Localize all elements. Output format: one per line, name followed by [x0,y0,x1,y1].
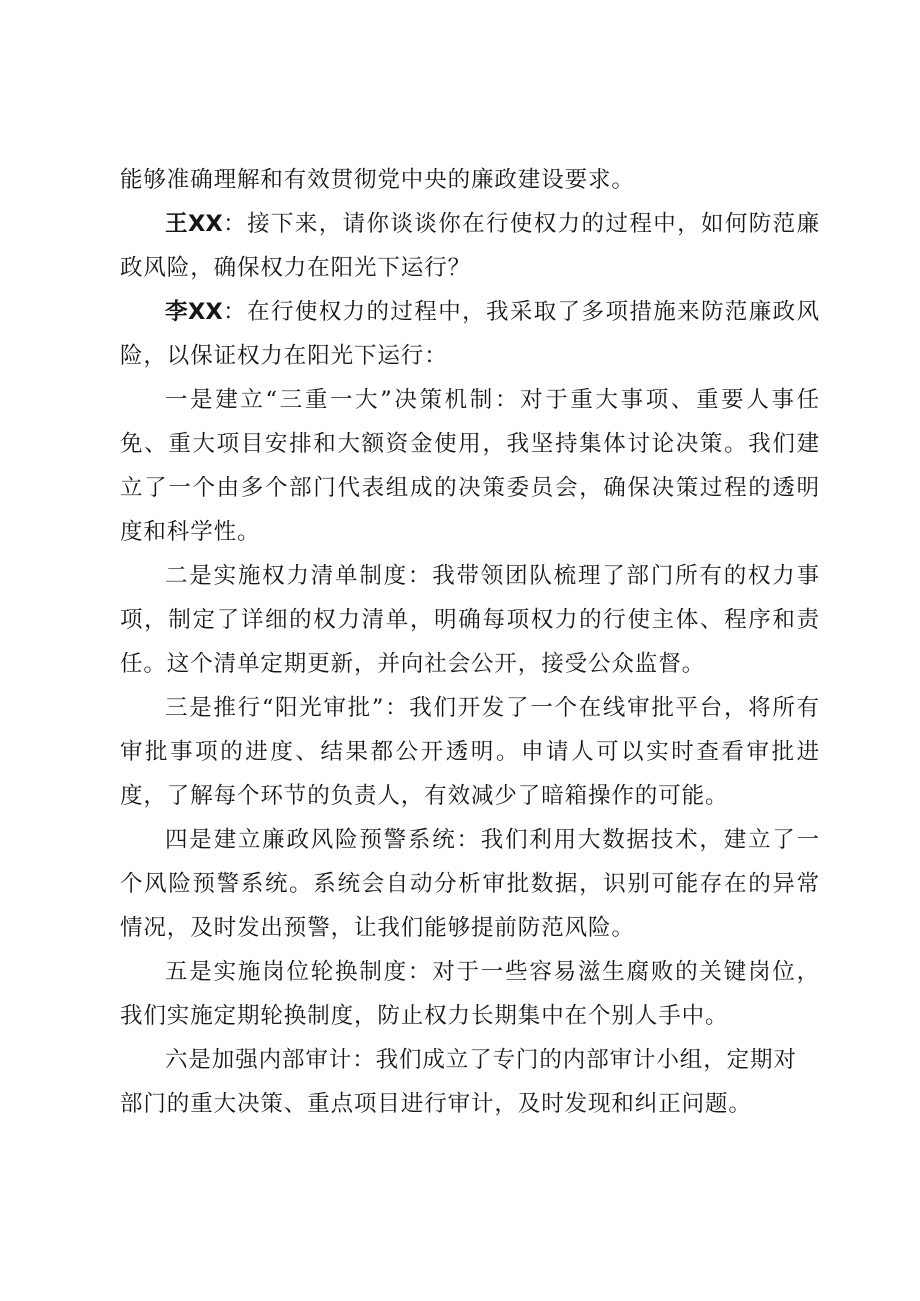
measure-paragraph-1 [120,378,820,554]
measure-text-5: 五是实施岗位轮换制度：对于一些容易滋生腐败的关键岗位，我们实施定期轮换制度，防止权力长期集中在个别人手中。 [120,959,820,1029]
speaker-name-li: 李XX [165,299,223,325]
dialogue-question-paragraph [120,202,820,290]
measure-paragraph-3 [120,686,820,818]
measure-paragraph-2 [120,554,820,686]
dialogue-answer-paragraph [120,290,820,378]
measure-text-2: 二是实施权力清单制度：我带领团队梳理了部门所有的权力事项，制定了详细的权力清单，明确每项权力的行使主体、程序和责任。这个清单定期更新，并向社会公开，接受公众监督。 [120,563,820,677]
measure-text-4: 四是建立廉政风险预警系统：我们利用大数据技术，建立了一个风险预警系统。系统会自动分析审批数据，识别可能存在的异常情况，及时发出预警，让我们能够提前防范风险。 [120,827,820,941]
measure-text-3: 三是推行“阳光审批”：我们开发了一个在线审批平台，将所有审批事项的进度、结果都公开透明。申请人可以实时查看审批进度，了解每个环节的负责人，有效减少了暗箱操作的可能。 [120,695,820,809]
document-body [120,158,820,1126]
measure-paragraph-4 [120,818,820,950]
paragraph-continuation [120,158,820,202]
dialogue-answer-text: ：在行使权力的过程中，我采取了多项措施来防范廉政风险，以保证权力在阳光下运行： [120,299,820,369]
measure-paragraph-5 [120,950,820,1038]
dialogue-question-text: ：接下来，请你谈谈你在行使权力的过程中，如何防范廉政风险，确保权力在阳光下运行？ [120,211,820,281]
speaker-name-wang: 王XX [165,211,223,237]
measure-paragraph-6 [120,1038,820,1126]
measure-text-1: 一是建立“三重一大”决策机制：对于重大事项、重要人事任免、重大项目安排和大额资金使用，我坚持集体讨论决策。我们建立了一个由多个部门代表组成的决策委员会，确保决策过程的透明度和科学性。 [120,387,820,545]
paragraph-text: 能够准确理解和有效贯彻党中央的廉政建设要求。 [120,167,635,193]
measure-text-6: 六是加强内部审计：我们成立了专门的内部审计小组，定期对部门的重大决策、重点项目进行审计，及时发现和纠正问题。 [120,1047,797,1117]
